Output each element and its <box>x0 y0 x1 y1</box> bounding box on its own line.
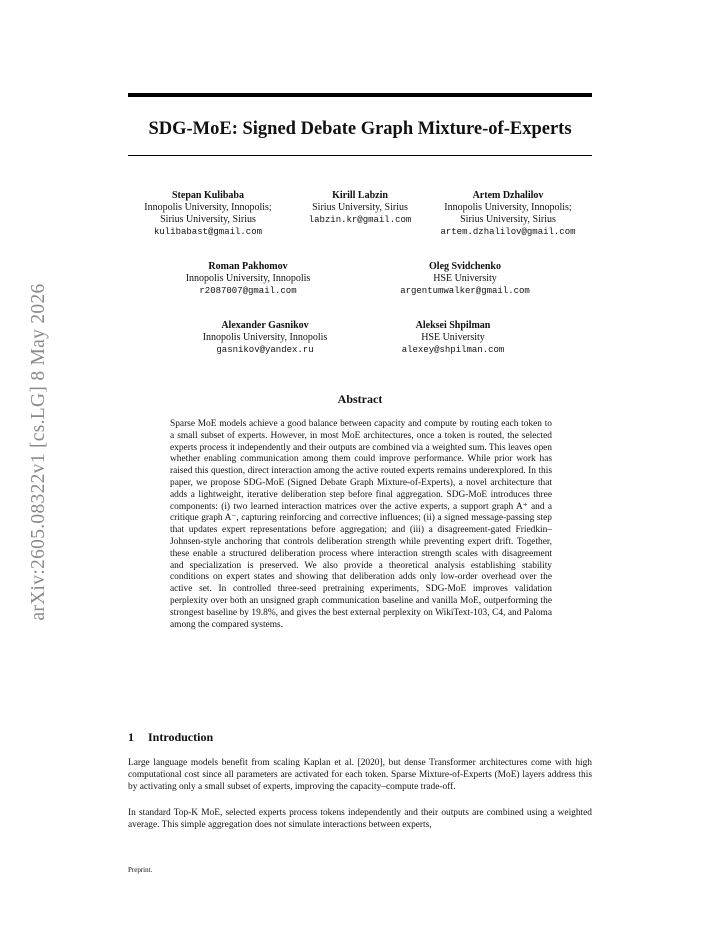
author-affiliation: Innopolis University, Innopolis; <box>444 202 572 213</box>
author-email: labzin.kr@gmail.com <box>308 215 412 225</box>
author-block <box>418 190 598 238</box>
author-affiliation: Innopolis University, Innopolis <box>185 273 311 284</box>
author-affiliation: HSE University <box>433 273 497 284</box>
footer-note: Preprint. <box>128 866 153 874</box>
paper-title: SDG-MoE: Signed Debate Graph Mixture-of-Experts <box>148 119 572 139</box>
author-email: kulibabast@gmail.com <box>153 227 263 237</box>
author-affiliation: Sirius University, Sirius <box>460 214 556 225</box>
section-number: 1 <box>128 730 134 744</box>
intro-paragraph: In standard Top-K MoE, selected experts process tokens independently and their outputs are combined using a weighted average. This simple aggregation does not simulate interactions between experts, <box>128 808 592 830</box>
author-email: argentumwalker@gmail.com <box>400 286 530 296</box>
author-name: Kirill Labzin <box>332 190 388 201</box>
author-block <box>363 320 543 356</box>
author-email: artem.dzhalilov@gmail.com <box>440 227 576 237</box>
author-block <box>375 261 555 297</box>
author-block <box>128 190 288 238</box>
section-heading-introduction <box>128 730 213 745</box>
title-bottom-rule <box>128 155 592 156</box>
section-title: Introduction <box>148 730 214 744</box>
author-email: alexey@shpilman.com <box>401 345 505 355</box>
author-name: Aleksei Shpilman <box>415 320 491 331</box>
author-affiliation: Innopolis University, Innopolis; <box>144 202 272 213</box>
author-affiliation: HSE University <box>421 332 485 343</box>
author-email: r2087007@gmail.com <box>199 286 297 296</box>
author-block <box>158 261 338 297</box>
author-email: gasnikov@yandex.ru <box>216 345 314 355</box>
author-block <box>288 190 432 226</box>
abstract-heading: Abstract <box>337 392 383 406</box>
author-name: Roman Pakhomov <box>208 261 288 272</box>
author-name: Artem Dzhalilov <box>472 190 544 201</box>
intro-paragraph: Large language models benefit from scaling Kaplan et al. [2020], but dense Transformer architectures come with high computational cost since all parameters are activated for each token. Sparse Mixture-of-Experts (MoE) layers address this by activating only a small subset of experts, improving the capacity–compute trade-off. <box>128 758 592 792</box>
abstract-text: Sparse MoE models achieve a good balance between capacity and compute by routing each token to a small subset of experts. However, in most MoE architectures, once a token is routed, the selected experts process it independently and their outputs are combined via a weighted sum. This leaves open whether enabling communication among them could improve performance. While prior work has raised this question, direct interaction among the active routed experts remains underexplored. In this paper, we propose SDG-MoE (Signed Debate Graph Mixture-of-Experts), a novel architecture that adds a lightweight, iterative deliberation step before final aggregation. SDG-MoE introduces three components: (i) two learned interaction matrices over the active experts, a support graph A⁺ and a critique graph A⁻, capturing reinforcing and corrective influences; (ii) a signed message-passing step that updates expert representations before aggregation; and (iii) a disagreement-gated Friedkin–Johnsen-style anchoring that controls deliberation strength while preventing expert drift. Together, these enable a structured deliberation process where interaction strength scales with disagreement and specialization is preserved. We also provide a theoretical analysis establishing stability conditions on expert states and showing that deliberation adds only low-order overhead over the active set. In controlled three-seed pretraining experiments, SDG-MoE improves validation perplexity over both an unsigned graph communication baseline and vanilla MoE, outperforming the strongest baseline by 19.8%, and gives the best external perplexity on WikiText-103, C4, and Paloma among the compared systems. <box>170 419 552 630</box>
arxiv-identifier-sidebar <box>4 262 74 642</box>
author-name: Stepan Kulibaba <box>172 190 244 201</box>
author-affiliation: Sirius University, Sirius <box>160 214 256 225</box>
author-block <box>175 320 355 356</box>
author-name: Oleg Svidchenko <box>429 261 501 272</box>
title-top-rule <box>128 93 592 97</box>
author-name: Alexander Gasnikov <box>221 320 309 331</box>
arxiv-identifier: arXiv:2605.08322v1 [cs.LG] 8 May 2026 <box>28 283 49 621</box>
author-affiliation: Sirius University, Sirius <box>312 202 408 213</box>
author-affiliation: Innopolis University, Innopolis <box>202 332 328 343</box>
